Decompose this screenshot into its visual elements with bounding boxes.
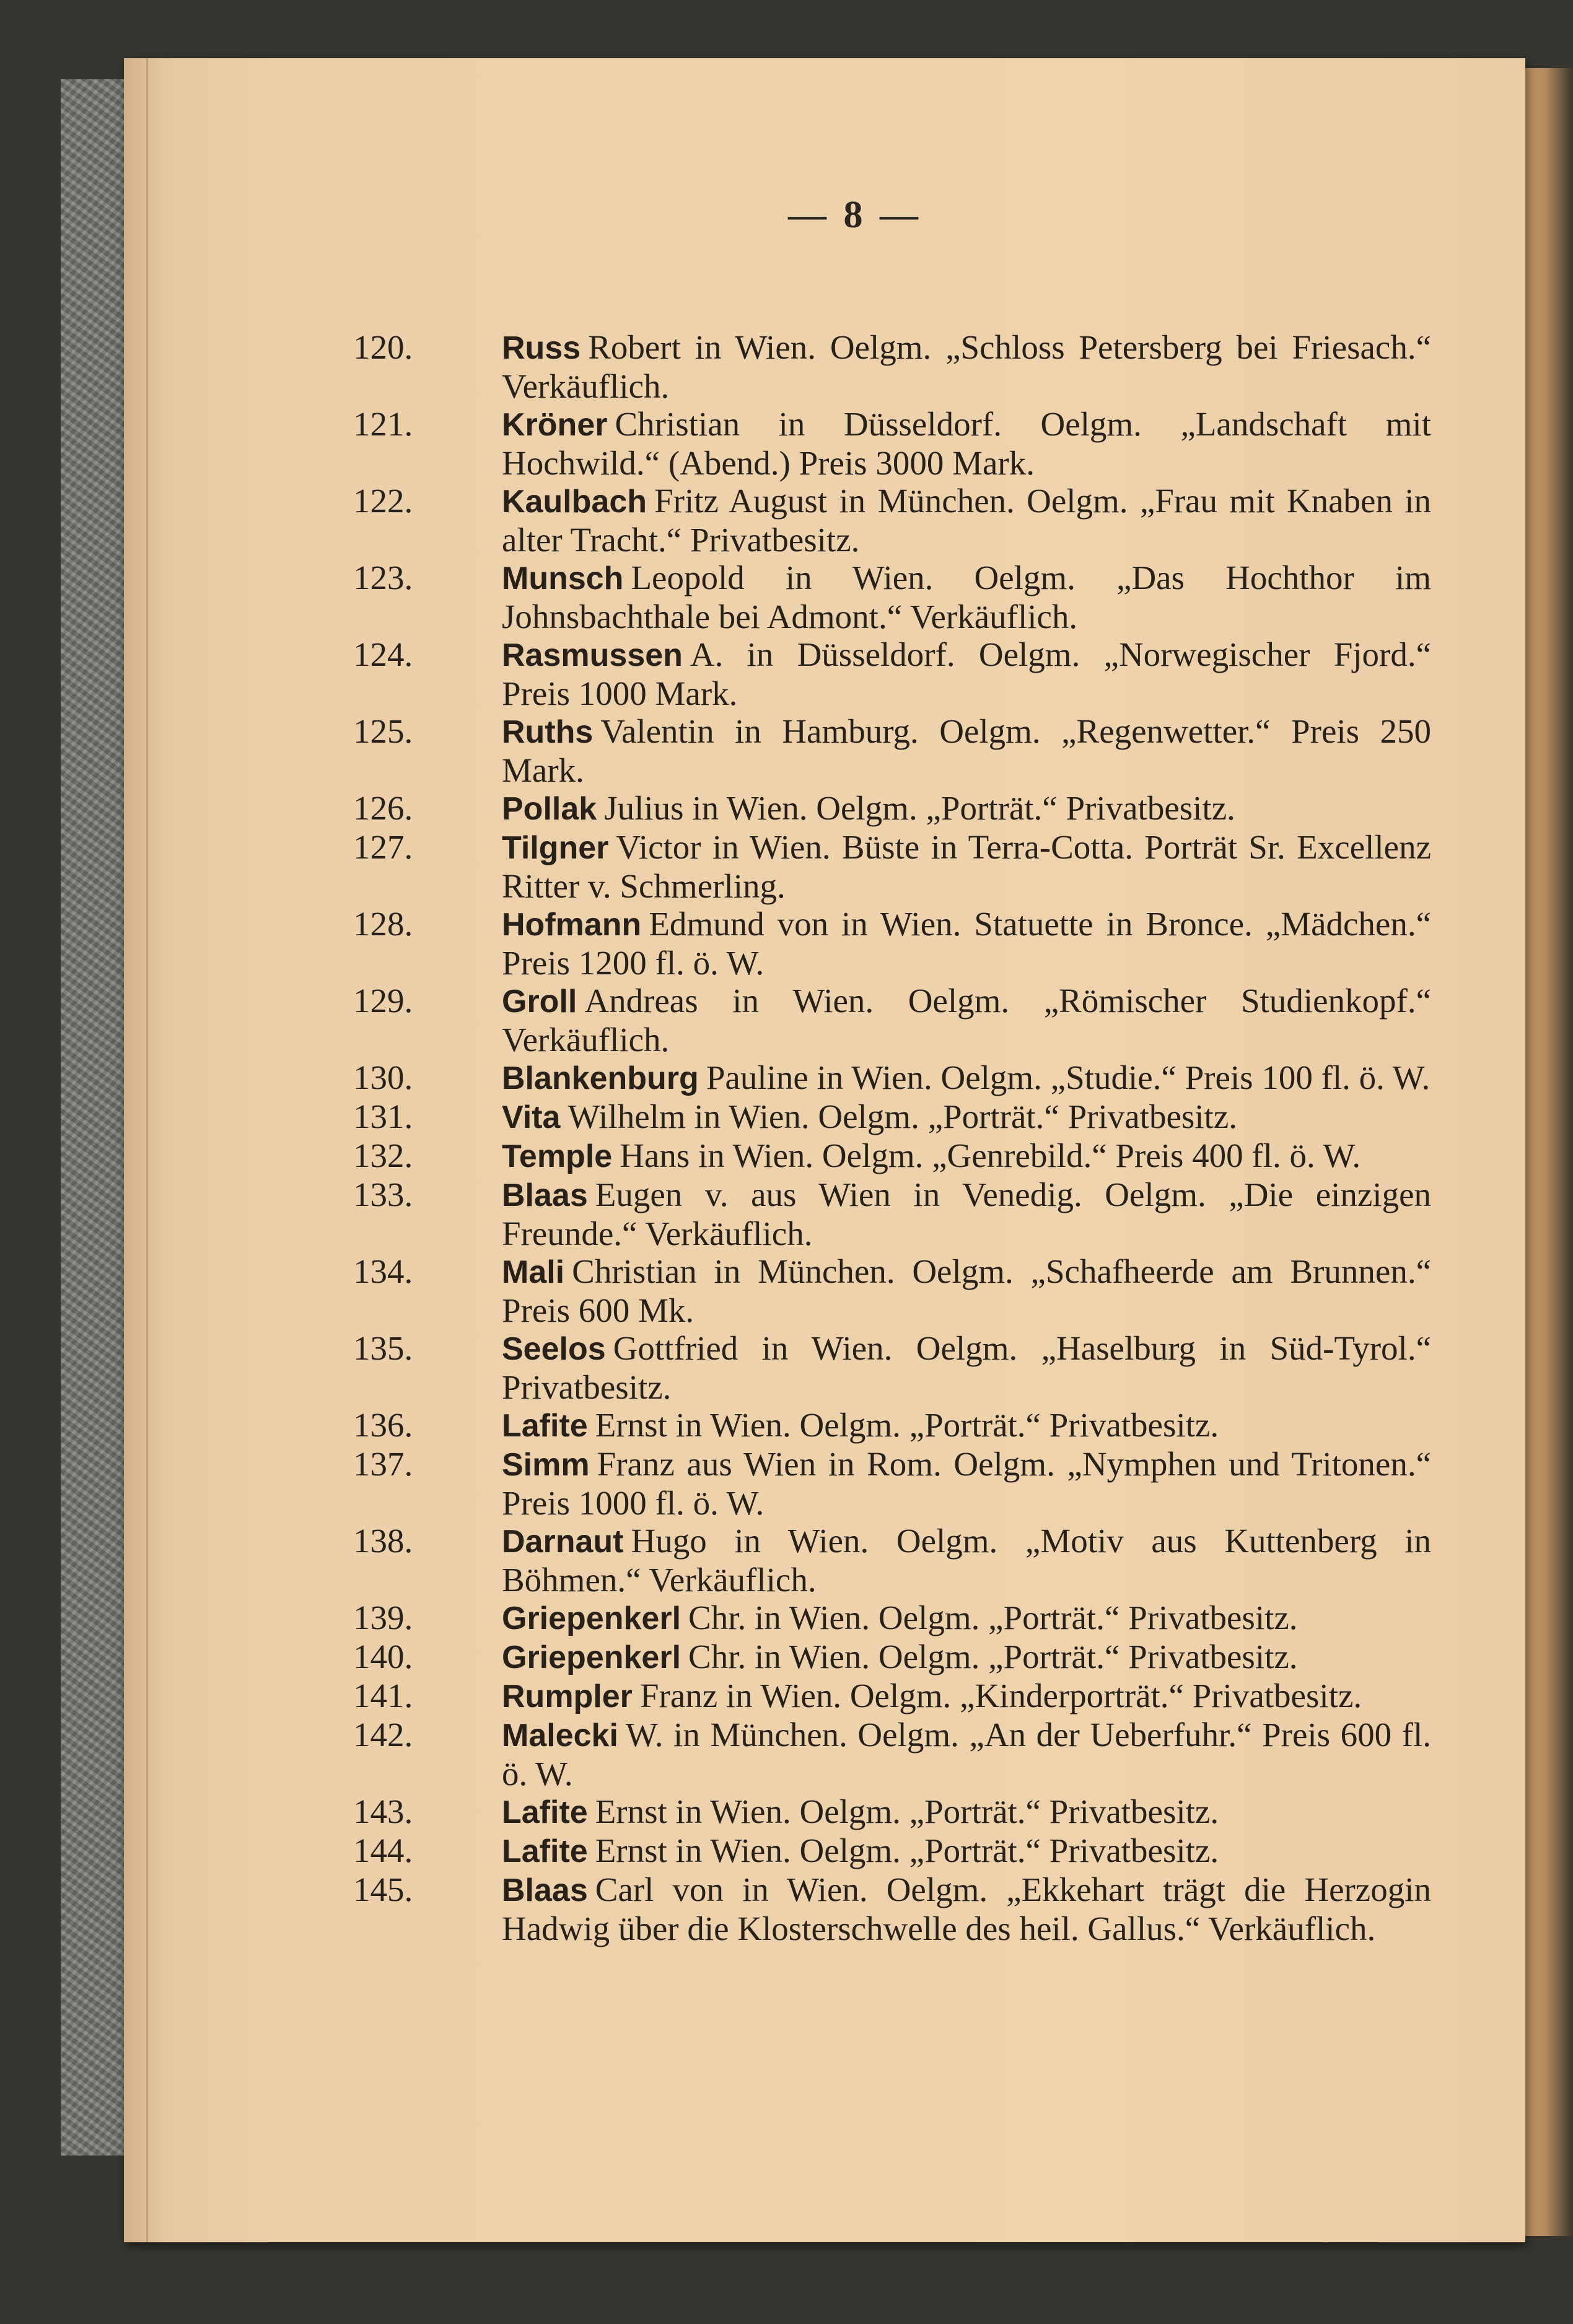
catalogue-entry [353,1832,1431,1871]
artist-name: Darnaut [502,1524,624,1560]
entry-number: 130. [353,1059,413,1096]
entry-body [502,1059,1431,1098]
artist-name: Groll [502,984,577,1020]
entry-body [502,1677,1431,1716]
catalogue-entry [353,1059,1431,1098]
entry-number: 120. [353,328,413,366]
entry-number: 132. [353,1137,413,1174]
catalogue-entry [353,1329,1431,1406]
artist-name: Lafite [502,1794,588,1830]
entry-body [502,559,1431,636]
page-number: — 8 — [788,194,922,236]
catalogue-entry [353,789,1431,828]
entry-body [502,1871,1431,1947]
entry-body [502,1638,1431,1677]
entry-text: Gottfried in Wien. Oelgm. „Haselburg in Süd-Tyrol.“ Privatbesitz. [502,1329,1431,1406]
entry-number: 133. [353,1176,413,1213]
entry-body [502,1793,1431,1832]
artist-name: Blankenburg [502,1060,699,1096]
entry-number: 129. [353,982,413,1020]
artist-name: Mali [502,1254,565,1290]
artist-name: Simm [502,1447,590,1483]
artist-name: Rasmussen [502,637,683,673]
entry-body [502,1329,1431,1406]
page-edge [1525,68,1573,2236]
artist-name: Tilgner [502,830,609,866]
artist-name: Munsch [502,561,624,596]
entry-text: Leopold in Wien. Oelgm. „Das Hochthor im Johnsbachthale bei Admont.“ Verkäuflich. [502,559,1431,636]
catalogue-entry [353,1098,1431,1137]
entry-number: 144. [353,1832,413,1869]
entry-number: 142. [353,1716,413,1754]
catalogue-entry [353,405,1431,482]
entry-text: Ernst in Wien. Oelgm. „Porträt.“ Privatbesitz. [595,1832,1219,1869]
catalogue-entry [353,1252,1431,1329]
catalogue-entry [353,1638,1431,1677]
entry-body [502,1252,1431,1329]
entry-text: Franz aus Wien in Rom. Oelgm. „Nymphen und Tritonen.“ Preis 1000 fl. ö. W. [502,1445,1431,1522]
entry-text: Christian in Düsseldorf. Oelgm. „Landschaft mit Hochwild.“ (Abend.) Preis 3000 Mark. [502,405,1431,482]
entry-body [502,636,1431,712]
artist-name: Vita [502,1099,561,1135]
artist-name: Kaulbach [502,484,647,520]
artist-name: Griepenkerl [502,1601,681,1636]
catalogue-entry [353,559,1431,636]
entry-text: Wilhelm in Wien. Oelgm. „Porträt.“ Privatbesitz. [567,1098,1237,1135]
entry-body [502,1716,1431,1793]
entry-number: 125. [353,712,413,750]
entry-body [502,328,1431,405]
artist-name: Lafite [502,1408,588,1444]
entry-text: Edmund von in Wien. Statuette in Bronce. „Mädchen.“ Preis 1200 fl. ö. W. [502,905,1431,982]
entry-number: 135. [353,1329,413,1367]
entry-body [502,482,1431,559]
artist-name: Seelos [502,1331,606,1367]
entry-number: 126. [353,789,413,827]
catalogue-entry [353,1793,1431,1832]
entry-number: 122. [353,482,413,520]
artist-name: Blaas [502,1872,588,1908]
entry-text: Victor in Wien. Büste in Terra-Cotta. Porträt Sr. Excellenz Ritter v. Schmerling. [502,828,1431,905]
entry-text: Fritz August in München. Oelgm. „Frau mit Knaben in alter Tracht.“ Privatbesitz. [502,482,1431,559]
catalogue-entry [353,1871,1431,1947]
catalogue-entry [353,328,1431,405]
artist-name: Pollak [502,791,597,827]
entry-number: 136. [353,1406,413,1444]
catalogue-entry [353,905,1431,982]
artist-name: Blaas [502,1177,588,1213]
catalogue-entry [353,1406,1431,1445]
artist-name: Temple [502,1138,613,1174]
entry-number: 127. [353,828,413,866]
entry-body [502,405,1431,482]
entry-text: Chr. in Wien. Oelgm. „Porträt.“ Privatbesitz. [688,1638,1298,1675]
catalogue-entry [353,482,1431,559]
entry-number: 134. [353,1252,413,1290]
entry-number: 141. [353,1677,413,1715]
artist-name: Griepenkerl [502,1640,681,1675]
entry-body [502,982,1431,1059]
entry-number: 124. [353,636,413,673]
artist-name: Russ [502,330,581,366]
entry-text: Julius in Wien. Oelgm. „Porträt.“ Privatbesitz. [604,789,1235,827]
entry-text: Christian in München. Oelgm. „Schafheerde am Brunnen.“ Preis 600 Mk. [502,1252,1431,1329]
entry-text: Hugo in Wien. Oelgm. „Motiv aus Kuttenberg in Böhmen.“ Verkäuflich. [502,1522,1431,1599]
catalogue-entry [353,1716,1431,1793]
entry-text: Hans in Wien. Oelgm. „Genrebild.“ Preis 400 fl. ö. W. [620,1137,1361,1174]
entry-text: Robert in Wien. Oelgm. „Schloss Petersberg bei Friesach.“ Verkäuflich. [502,328,1431,405]
catalogue-entry [353,1445,1431,1522]
artist-name: Hofmann [502,907,642,943]
entry-number: 131. [353,1098,413,1135]
catalogue-entry [353,982,1431,1059]
entry-body [502,1599,1431,1638]
entry-number: 128. [353,905,413,943]
entry-number: 123. [353,559,413,596]
entry-number: 145. [353,1871,413,1908]
artist-name: Kröner [502,407,608,443]
entry-body [502,1176,1431,1252]
entry-number: 138. [353,1522,413,1560]
entry-text: Chr. in Wien. Oelgm. „Porträt.“ Privatbesitz. [688,1599,1298,1636]
entry-text: Pauline in Wien. Oelgm. „Studie.“ Preis 100 fl. ö. W. [706,1059,1431,1096]
entry-body [502,1522,1431,1599]
catalogue-entry [353,1176,1431,1252]
catalogue-entry [353,1137,1431,1176]
entry-body [502,905,1431,982]
entry-text: Andreas in Wien. Oelgm. „Römischer Studienkopf.“ Verkäuflich. [502,982,1431,1059]
entry-number: 140. [353,1638,413,1675]
entry-text: A. in Düsseldorf. Oelgm. „Norwegischer Fjord.“ Preis 1000 Mark. [502,636,1431,712]
entry-body [502,1832,1431,1871]
entry-number: 121. [353,405,413,443]
entry-number: 139. [353,1599,413,1636]
entry-body [502,1445,1431,1522]
catalogue-entry [353,636,1431,712]
artist-name: Ruths [502,714,594,750]
catalogue-entry [353,712,1431,789]
entry-body [502,828,1431,905]
entry-body [502,789,1431,828]
entry-number: 143. [353,1793,413,1830]
catalogue-entry [353,828,1431,905]
entry-number: 137. [353,1445,413,1483]
catalogue-entries [353,328,1431,1947]
artist-name: Malecki [502,1718,618,1754]
entry-text: Carl von in Wien. Oelgm. „Ekkehart trägt die Herzogin Hadwig über die Klosterschwelle des heil. Gallus.“ Verkäuflich. [502,1871,1431,1947]
catalogue-entry [353,1677,1431,1716]
catalogue-entry [353,1522,1431,1599]
entry-text: W. in München. Oelgm. „An der Ueberfuhr.“ Preis 600 fl. ö. W. [502,1716,1431,1793]
catalogue-entry [353,1599,1431,1638]
entry-body [502,1406,1431,1445]
entry-body [502,712,1431,789]
entry-body [502,1137,1431,1176]
entry-text: Ernst in Wien. Oelgm. „Porträt.“ Privatbesitz. [595,1406,1219,1444]
entry-text: Ernst in Wien. Oelgm. „Porträt.“ Privatbesitz. [595,1793,1219,1830]
entry-text: Franz in Wien. Oelgm. „Kinderporträt.“ Privatbesitz. [639,1677,1362,1715]
entry-text: Eugen v. aus Wien in Venedig. Oelgm. „Die einzigen Freunde.“ Verkäuflich. [502,1176,1431,1252]
entry-body [502,1098,1431,1137]
artist-name: Rumpler [502,1679,633,1715]
artist-name: Lafite [502,1833,588,1869]
entry-text: Valentin in Hamburg. Oelgm. „Regenwetter.“ Preis 250 Mark. [502,712,1431,789]
